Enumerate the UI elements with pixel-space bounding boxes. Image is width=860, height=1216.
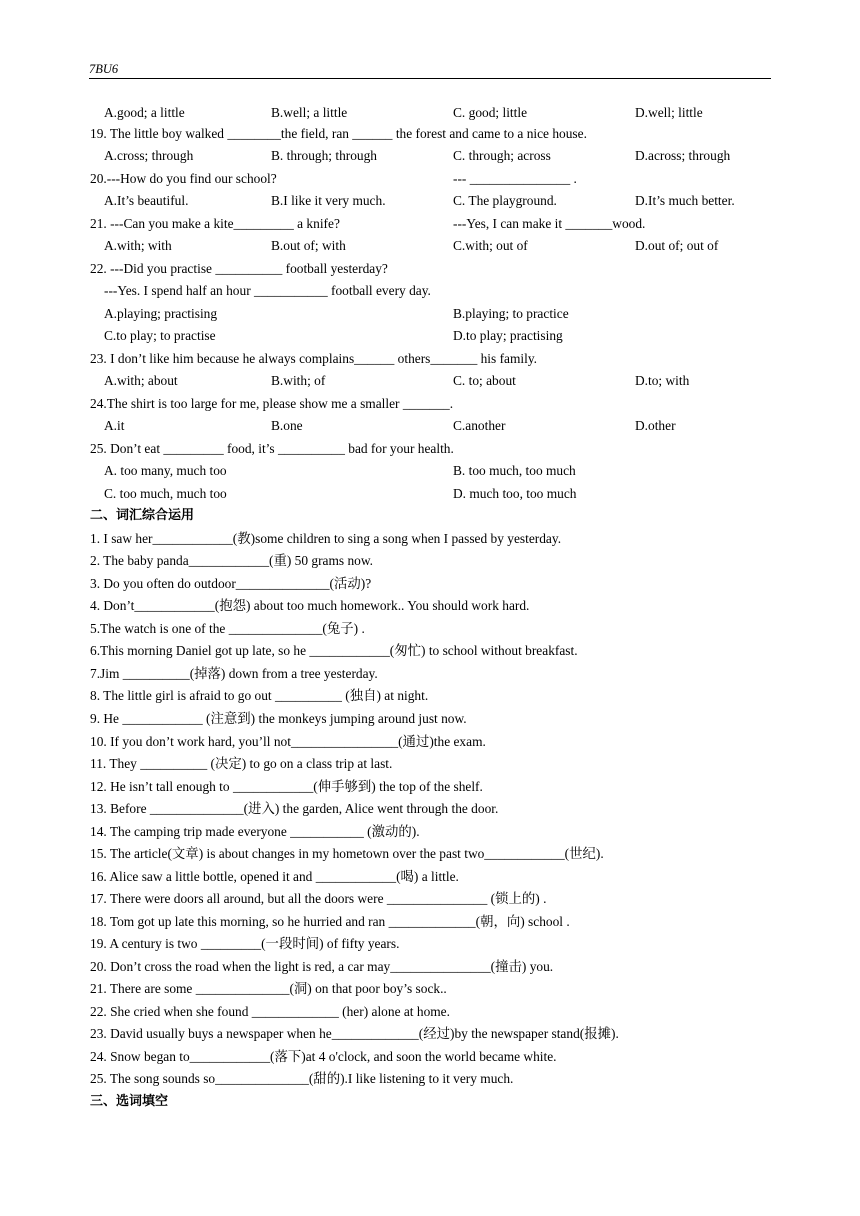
q24-option-c: C.another (453, 418, 506, 433)
vocab-item-1: 1. I saw her____________(教)some children to sing a song when I passed by yesterday. (90, 531, 562, 546)
vocab-item-3: 3. Do you often do outdoor______________(活动)? (90, 576, 372, 591)
q21-option-a: A.with; with (104, 238, 172, 253)
vocab-item-8: 8. The little girl is afraid to go out __________ (独自) at night. (90, 688, 429, 703)
q24-option-d: D.other (635, 418, 676, 433)
q22-option-c: C.to play; to practise (104, 328, 216, 343)
section-title-word-choice: 三、选词填空 (90, 1094, 169, 1109)
q21-option-c: C.with; out of (453, 238, 528, 253)
q24-option-a: A.it (104, 418, 125, 433)
q19-option-d: D.across; through (635, 148, 731, 163)
q18-option-c: C. good; little (453, 105, 528, 120)
q23-option-b: B.with; of (271, 373, 326, 388)
vocab-item-5: 5.The watch is one of the ______________(兔子) . (90, 621, 365, 636)
vocab-item-24: 24. Snow began to____________(落下)at 4 o'clock, and soon the world became white. (90, 1049, 557, 1064)
q25-option-d: D. much too, too much (453, 486, 577, 501)
vocab-item-15: 15. The article(文章) is about changes in my hometown over the past two____________(世纪). (90, 846, 604, 861)
vocab-item-22: 22. She cried when she found _____________ (her) alone at home. (90, 1004, 450, 1019)
vocab-item-10: 10. If you don’t work hard, you’ll not________________(通过)the exam. (90, 734, 486, 749)
q22-text: 22. ---Did you practise __________ football yesterday? (90, 261, 388, 276)
q25-option-a: A. too many, much too (104, 463, 227, 478)
q19-option-b: B. through; through (271, 148, 378, 163)
vocab-item-21: 21. There are some ______________(洞) on that poor boy’s sock.. (90, 981, 447, 996)
q24-option-b: B.one (271, 418, 303, 433)
q21-reply: ---Yes, I can make it _______wood. (453, 216, 646, 231)
header-label: 7BU6 (89, 62, 119, 76)
q19-option-a: A.cross; through (104, 148, 194, 163)
q23-option-d: D.to; with (635, 373, 690, 388)
q18-option-b: B.well; a little (271, 105, 348, 120)
vocab-item-25: 25. The song sounds so______________(甜的).I like listening to it very much. (90, 1071, 514, 1086)
q20-option-c: C. The playground. (453, 193, 557, 208)
q20-reply: --- _______________ . (453, 171, 577, 186)
q21-text: 21. ---Can you make a kite_________ a knife? (90, 216, 340, 231)
vocab-item-17: 17. There were doors all around, but all the doors were _______________ (锁上的) . (90, 891, 547, 906)
q23-option-a: A.with; about (104, 373, 178, 388)
vocab-item-6: 6.This morning Daniel got up late, so he ____________(匆忙) to school without breakfast. (90, 643, 578, 658)
q18-option-d: D.well; little (635, 105, 703, 120)
vocab-item-9: 9. He ____________ (注意到) the monkeys jumping around just now. (90, 711, 467, 726)
q22-option-a: A.playing; practising (104, 306, 218, 321)
q19-text: 19. The little boy walked ________the field, ran ______ the forest and came to a nice house. (90, 126, 587, 141)
q25-option-b: B. too much, too much (453, 463, 576, 478)
vocab-item-20: 20. Don’t cross the road when the light is red, a car may_______________(撞击) you. (90, 959, 554, 974)
q25-text: 25. Don’t eat _________ food, it’s __________ bad for your health. (90, 441, 454, 456)
q23-text: 23. I don’t like him because he always complains______ others_______ his family. (90, 351, 538, 366)
q18-option-a: A.good; a little (104, 105, 185, 120)
q19-option-c: C. through; across (453, 148, 551, 163)
q22-option-d: D.to play; practising (453, 328, 563, 343)
q22-reply: ---Yes. I spend half an hour ___________ football every day. (104, 283, 431, 298)
vocab-item-13: 13. Before ______________(进入) the garden, Alice went through the door. (90, 801, 499, 816)
vocab-item-19: 19. A century is two _________(一段时间) of fifty years. (90, 936, 400, 951)
q20-text: 20.---How do you find our school? (90, 171, 277, 186)
vocab-item-11: 11. They __________ (决定) to go on a class trip at last. (90, 756, 393, 771)
q21-option-d: D.out of; out of (635, 238, 719, 253)
vocab-item-4: 4. Don’t____________(抱怨) about too much homework.. You should work hard. (90, 598, 530, 613)
q20-option-b: B.I like it very much. (271, 193, 386, 208)
q20-option-a: A.It’s beautiful. (104, 193, 189, 208)
q23-option-c: C. to; about (453, 373, 516, 388)
q22-option-b: B.playing; to practice (453, 306, 569, 321)
vocab-item-14: 14. The camping trip made everyone ___________ (激动的). (90, 824, 420, 839)
vocab-item-12: 12. He isn’t tall enough to ____________(伸手够到) the top of the shelf. (90, 779, 483, 794)
q20-option-d: D.It’s much better. (635, 193, 735, 208)
vocab-item-7: 7.Jim __________(掉落) down from a tree yesterday. (90, 666, 378, 681)
section-title-vocabulary: 二、词汇综合运用 (90, 508, 195, 523)
q24-text: 24.The shirt is too large for me, please show me a smaller _______. (90, 396, 454, 411)
header-rule (89, 78, 771, 79)
vocab-item-2: 2. The baby panda____________(重) 50 grams now. (90, 553, 374, 568)
q25-option-c: C. too much, much too (104, 486, 227, 501)
q21-option-b: B.out of; with (271, 238, 346, 253)
vocab-item-16: 16. Alice saw a little bottle, opened it and ____________(喝) a little. (90, 869, 459, 884)
vocab-item-23: 23. David usually buys a newspaper when he_____________(经过)by the newspaper stand(报摊). (90, 1026, 619, 1041)
vocab-item-18: 18. Tom got up late this morning, so he hurried and ran _____________(朝，向) school . (90, 914, 570, 929)
